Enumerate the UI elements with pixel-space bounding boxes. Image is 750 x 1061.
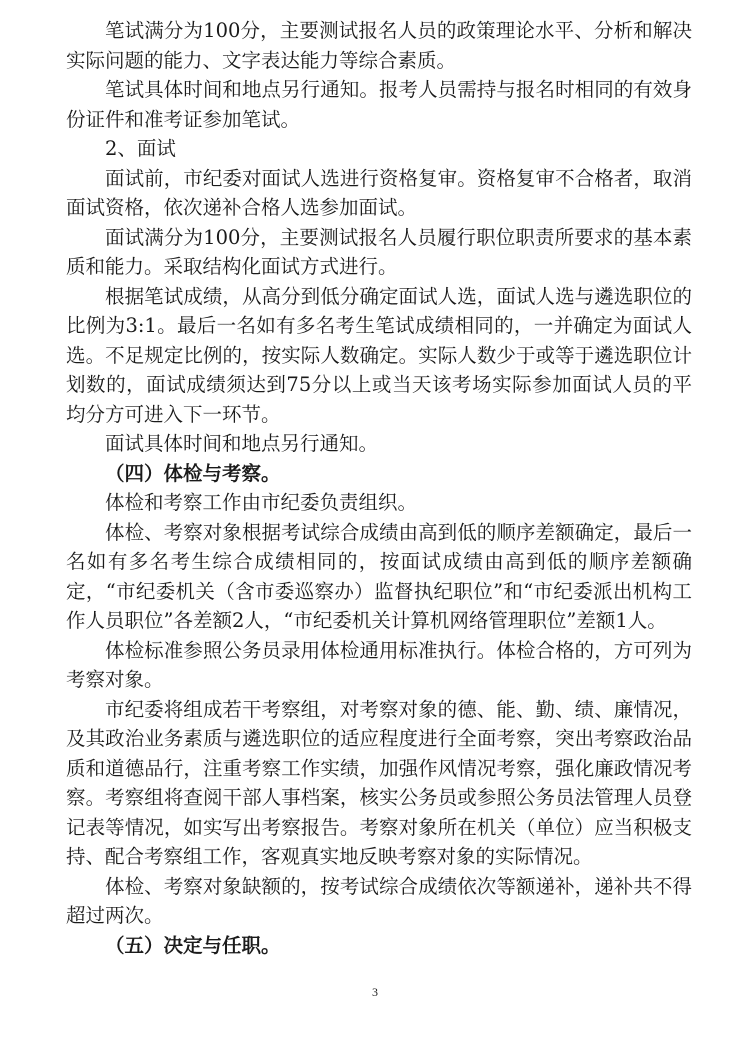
paragraph-written-exam-schedule: 笔试具体时间和地点另行通知。报考人员需持与报名时相同的有效身份证件和准考证参加笔试。: [66, 78, 692, 131]
paragraph-interview-score: 面试满分为100分，主要测试报名人员履行职位职责所要求的基本素质和能力。采取结构化面试方式进行。: [66, 225, 692, 278]
section-heading-decision-appointment: （五）决定与任职。: [105, 933, 281, 957]
paragraph-inspection-teams: 市纪委将组成若干考察组，对考察对象的德、能、勤、绩、廉情况，及其政治业务素质与遴选职位的适应程度进行全面考察，突出考察政治品质和道德品行，注重考察工作实绩，加强作风情况考察，强化廉政情况考察。考察组将查阅干部人事档案，核实公务员或参照公务员法管理人员登记表等情况，如实写出考察报告。考察对象所在机关（单位）应当积极支持、配合考察组工作，客观真实地反映考察对象的实际情况。: [66, 697, 692, 868]
paragraph-interview-selection: 根据笔试成绩，从高分到低分确定面试人选，面试人选与遴选职位的比例为3:1。最后一名如有多名考生笔试成绩相同的，一并确定为面试人选。不足规定比例的，按实际人数确定。实际人数少于或等于遴选职位计划数的，面试成绩须达到75分以上或当天该考场实际参加面试人员的平均分方可进入下一环节。: [66, 284, 692, 426]
subheading-interview: 2、面试: [105, 137, 176, 160]
paragraph-inspection-candidates: 体检、考察对象根据考试综合成绩由高到低的顺序差额确定，最后一名如有多名考生综合成绩相同的，按面试成绩由高到低的顺序差额确定，“市纪委机关（含市委巡察办）监督执纪职位”和“市纪委派出机构工作人员职位”各差额2人，“市纪委机关计算机网络管理职位”差额1人。: [66, 520, 692, 632]
section-heading-medical-inspection: （四）体检与考察。: [105, 461, 281, 485]
paragraph-interview-schedule: 面试具体时间和地点另行通知。: [105, 432, 379, 455]
page-number: 3: [372, 985, 378, 999]
document-body: [66, 16, 692, 960]
paragraph-written-exam-score: 笔试满分为100分，主要测试报名人员的政策理论水平、分析和解决实际问题的能力、文字表达能力等综合素质。: [66, 19, 692, 72]
paragraph-medical-standard: 体检标准参照公务员录用体检通用标准执行。体检合格的，方可列为考察对象。: [66, 638, 692, 691]
paragraph-vacancy-replacement: 体检、考察对象缺额的，按考试综合成绩依次等额递补，递补共不得超过两次。: [66, 874, 692, 927]
paragraph-interview-review: 面试前，市纪委对面试人选进行资格复审。资格复审不合格者，取消面试资格，依次递补合格人选参加面试。: [66, 166, 692, 219]
paragraph-inspection-organizer: 体检和考察工作由市纪委负责组织。: [105, 491, 418, 514]
